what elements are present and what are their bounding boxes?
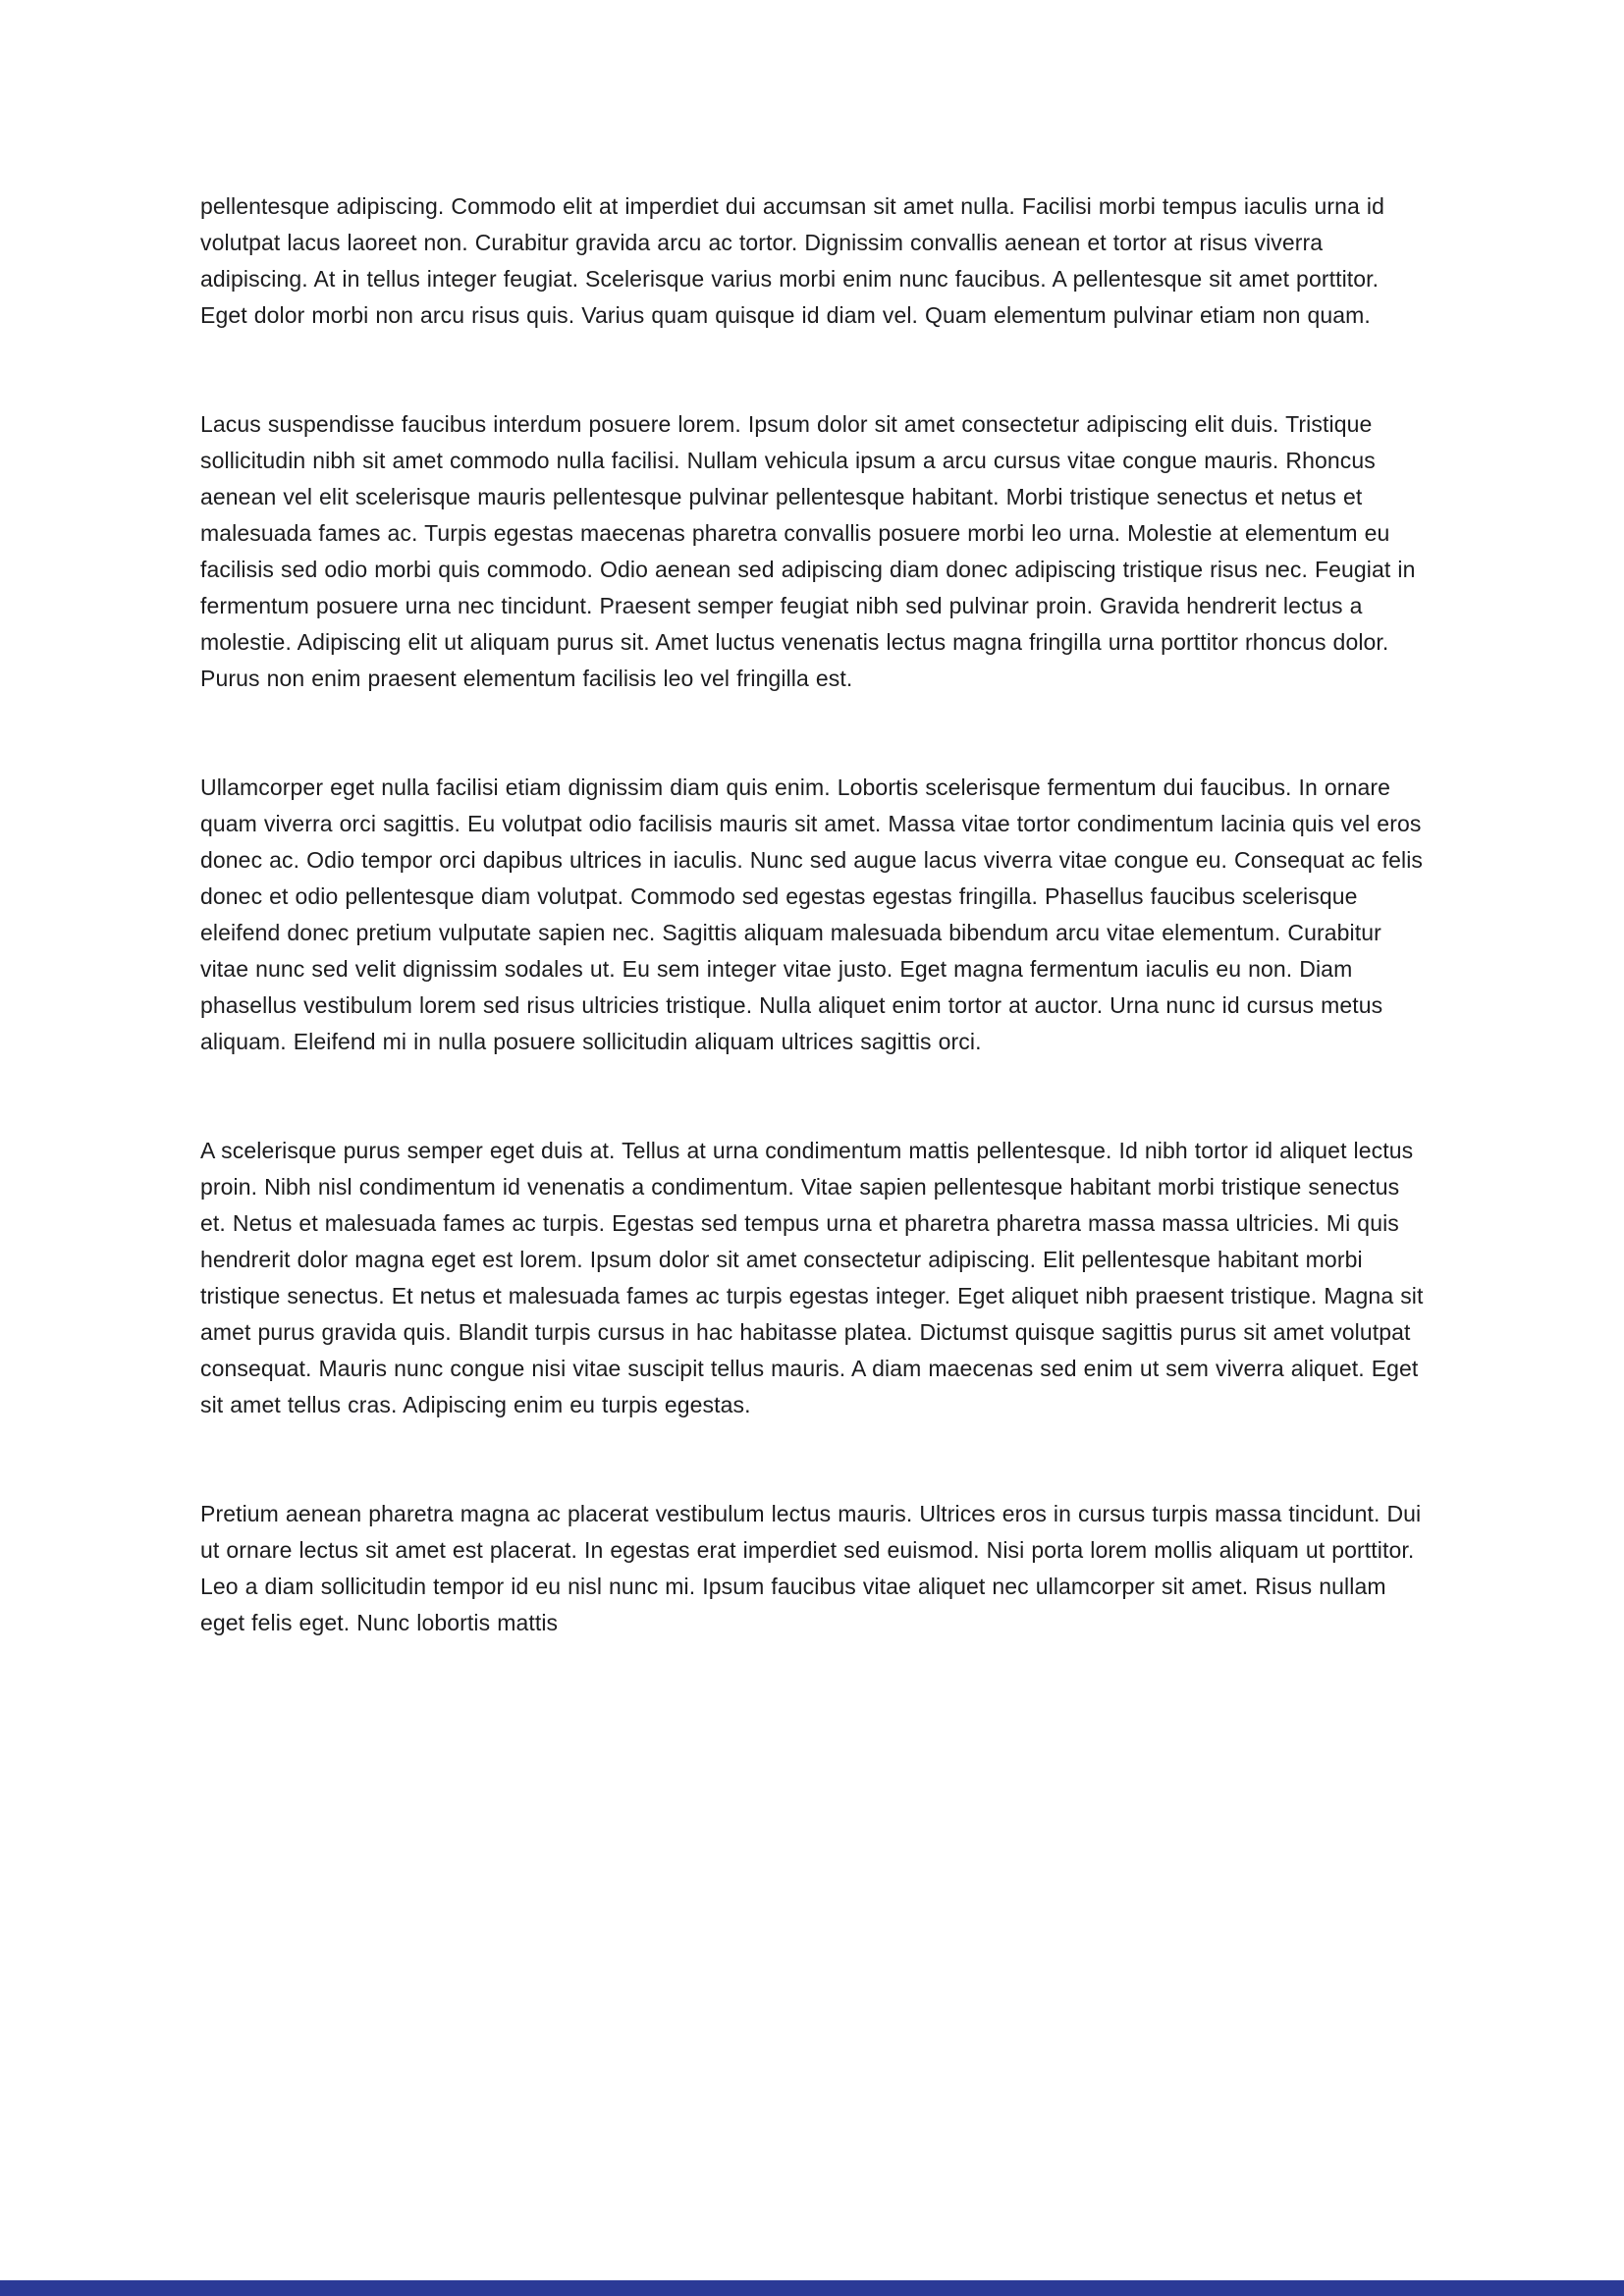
paragraph-3: Ullamcorper eget nulla facilisi etiam dignissim diam quis enim. Lobortis scelerisque fermentum dui faucibus. In ornare quam viverra orci sagittis. Eu volutpat odio facilisis mauris sit amet. Massa vitae tortor condimentum lacinia quis vel eros donec ac. Odio tempor orci dapibus ultrices in iaculis. Nunc sed augue lacus viverra vitae congue eu. Consequat ac felis donec et odio pellentesque diam volutpat. Commodo sed egestas egestas fringilla. Phasellus faucibus scelerisque eleifend donec pretium vulputate sapien nec. Sagittis aliquam malesuada bibendum arcu vitae elementum. Curabitur vitae nunc sed velit dignissim sodales ut. Eu sem integer vitae justo. Eget magna fermentum iaculis eu non. Diam phasellus vestibulum lorem sed risus ultricies tristique. Nulla aliquet enim tortor at auctor. Urna nunc id cursus metus aliquam. Eleifend mi in nulla posuere sollicitudin aliquam ultrices sagittis orci. — [200, 774, 1424, 1054]
taskbar-strip — [0, 2280, 1624, 2296]
paragraph-2: Lacus suspendisse faucibus interdum posuere lorem. Ipsum dolor sit amet consectetur adipiscing elit duis. Tristique sollicitudin nibh sit amet commodo nulla facilisi. Nullam vehicula ipsum a arcu cursus vitae congue mauris. Rhoncus aenean vel elit scelerisque mauris pellentesque pulvinar pellentesque habitant. Morbi tristique senectus et netus et malesuada fames ac. Turpis egestas maecenas pharetra convallis posuere morbi leo urna. Molestie at elementum eu facilisis sed odio morbi quis commodo. Odio aenean sed adipiscing diam donec adipiscing tristique risus nec. Feugiat in fermentum posuere urna nec tincidunt. Praesent semper feugiat nibh sed pulvinar proin. Gravida hendrerit lectus a molestie. Adipiscing elit ut aliquam purus sit. Amet luctus venenatis lectus magna fringilla urna porttitor rhoncus dolor. Purus non enim praesent elementum facilisis leo vel fringilla est. — [200, 411, 1416, 691]
paragraph-4: A scelerisque purus semper eget duis at. Tellus at urna condimentum mattis pellentesque. Id nibh tortor id aliquet lectus proin. Nibh nisl condimentum id venenatis a condimentum. Vitae sapien pellentesque habitant morbi tristique senectus et. Netus et malesuada fames ac turpis. Egestas sed tempus urna et pharetra pharetra massa massa ultricies. Mi quis hendrerit dolor magna eget est lorem. Ipsum dolor sit amet consectetur adipiscing. Elit pellentesque habitant morbi tristique senectus. Et netus et malesuada fames ac turpis egestas integer. Eget aliquet nibh praesent tristique. Magna sit amet purus gravida quis. Blandit turpis cursus in hac habitasse platea. Dictumst quisque sagittis purus sit amet volutpat consequat. Mauris nunc congue nisi vitae suscipit tellus mauris. A diam maecenas sed enim ut sem viverra aliquet. Eget sit amet tellus cras. Adipiscing enim eu turpis egestas. — [200, 1138, 1424, 1417]
paragraph-1: pellentesque adipiscing. Commodo elit at imperdiet dui accumsan sit amet nulla. Facilisi morbi tempus iaculis urna id volutpat lacus laoreet non. Curabitur gravida arcu ac tortor. Dignissim convallis aenean et tortor at risus viverra adipiscing. At in tellus integer feugiat. Scelerisque varius morbi enim nunc faucibus. A pellentesque sit amet porttitor. Eget dolor morbi non arcu risus quis. Varius quam quisque id diam vel. Quam elementum pulvinar etiam non quam. — [200, 193, 1385, 328]
paragraph-5: Pretium aenean pharetra magna ac placerat vestibulum lectus mauris. Ultrices eros in cursus turpis massa tincidunt. Dui ut ornare lectus sit amet est placerat. In egestas erat imperdiet sed euismod. Nisi porta lorem mollis aliquam ut porttitor. Leo a diam sollicitudin tempor id eu nisl nunc mi. Ipsum faucibus vitae aliquet nec ullamcorper sit amet. Risus nullam eget felis eget. Nunc lobortis mattis — [200, 1501, 1422, 1635]
